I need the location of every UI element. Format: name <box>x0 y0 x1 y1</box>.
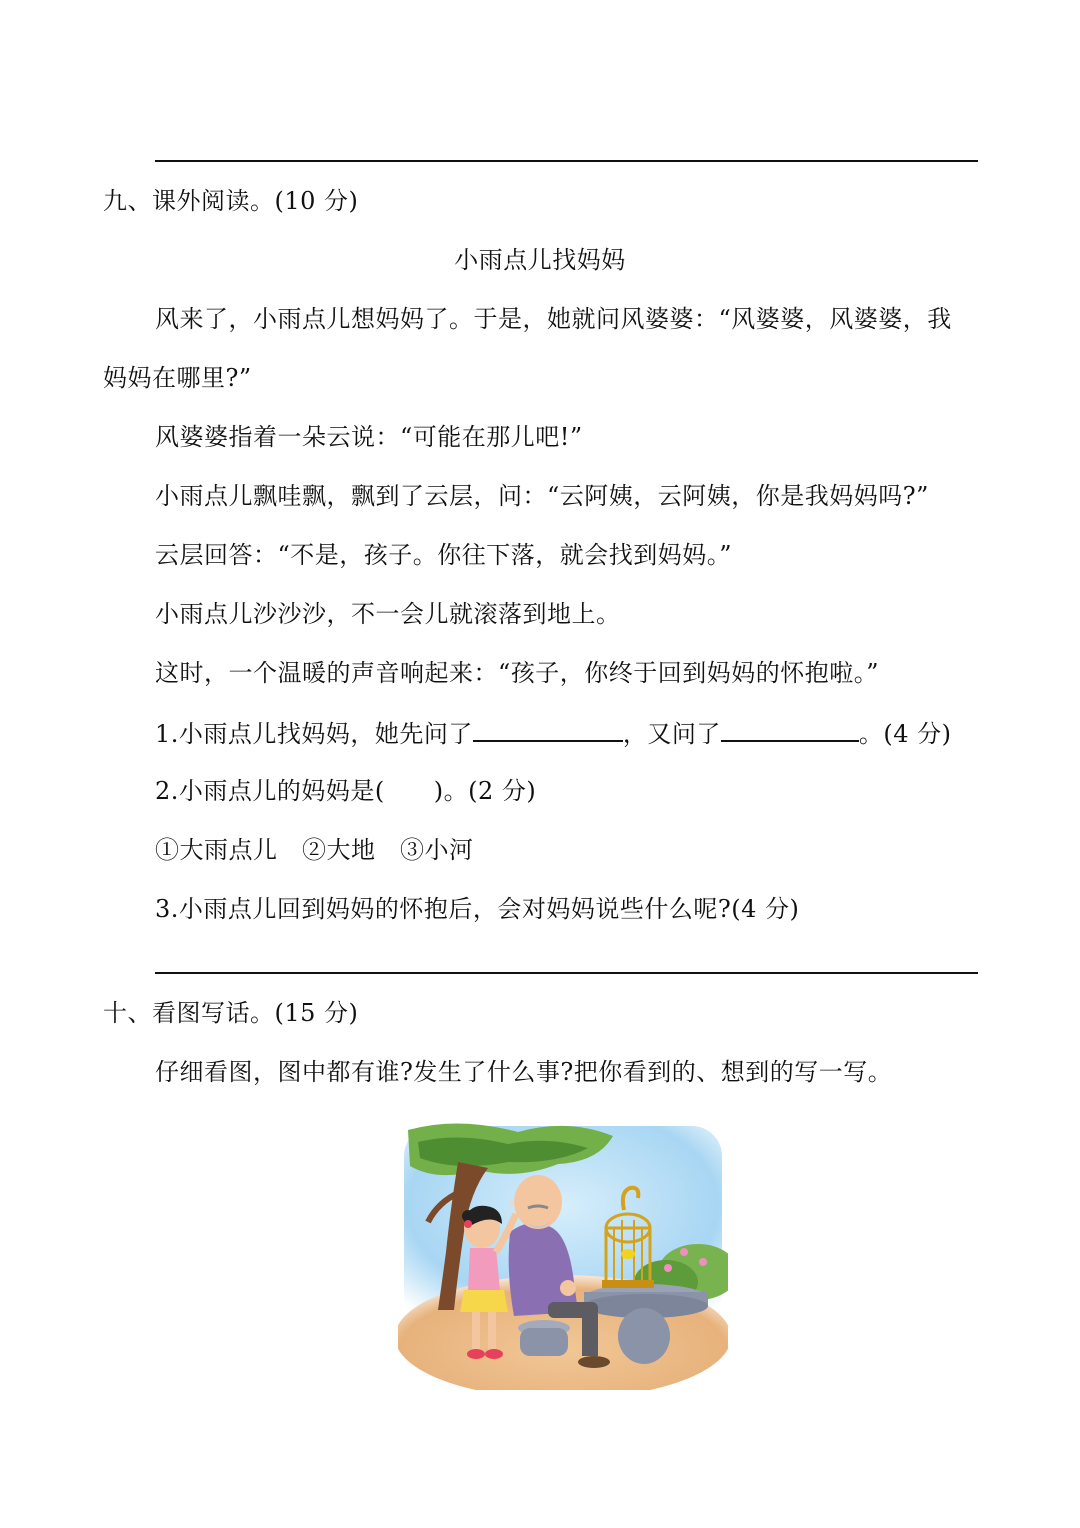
answer-blank-1[interactable] <box>473 716 623 742</box>
section10-instruction: 仔细看图，图中都有谁?发生了什么事?把你看到的、想到的写一写。 <box>155 1058 893 1086</box>
answer-blank-2[interactable] <box>721 716 859 742</box>
question-2-options: ①大雨点儿 ②大地 ③小河 <box>155 836 474 864</box>
question-2: 2.小雨点儿的妈妈是( )。(2 分) <box>155 777 537 805</box>
paragraph-3: 小雨点儿飘哇飘，飘到了云层，问：“云阿姨，云阿姨，你是我妈妈吗?” <box>155 482 929 510</box>
question-1-text-c: 。(4 分) <box>858 720 952 748</box>
picture-writing-illustration <box>398 1122 728 1390</box>
section10-heading: 十、看图写话。(15 分) <box>103 999 359 1027</box>
paragraph-5: 小雨点儿沙沙沙，不一会儿就滚落到地上。 <box>155 600 621 628</box>
question-1 <box>155 716 952 750</box>
paragraph-4: 云层回答：“不是，孩子。你往下落，就会找到妈妈。” <box>155 541 733 569</box>
story-title: 小雨点儿找妈妈 <box>454 246 626 274</box>
paragraph-2: 风婆婆指着一朵云说：“可能在那儿吧!” <box>155 423 583 451</box>
question-3: 3.小雨点儿回到妈妈的怀抱后，会对妈妈说些什么呢?(4 分) <box>155 895 800 923</box>
paragraph-1-line-1: 风来了，小雨点儿想妈妈了。于是，她就问风婆婆：“风婆婆，风婆婆，我 <box>155 305 952 333</box>
section9-heading: 九、课外阅读。(10 分) <box>103 187 359 215</box>
question-1-text-a: 1.小雨点儿找妈妈，她先问了 <box>155 720 473 748</box>
question-1-text-b: ，又问了 <box>622 720 721 748</box>
paragraph-1-line-2: 妈妈在哪里?” <box>103 364 252 392</box>
answer-line-top <box>155 160 978 162</box>
paragraph-6: 这时，一个温暖的声音响起来：“孩子，你终于回到妈妈的怀抱啦。” <box>155 659 880 687</box>
grandpa-girl-birdcage-illustration <box>398 1122 728 1390</box>
answer-line-question-3[interactable] <box>155 972 978 974</box>
